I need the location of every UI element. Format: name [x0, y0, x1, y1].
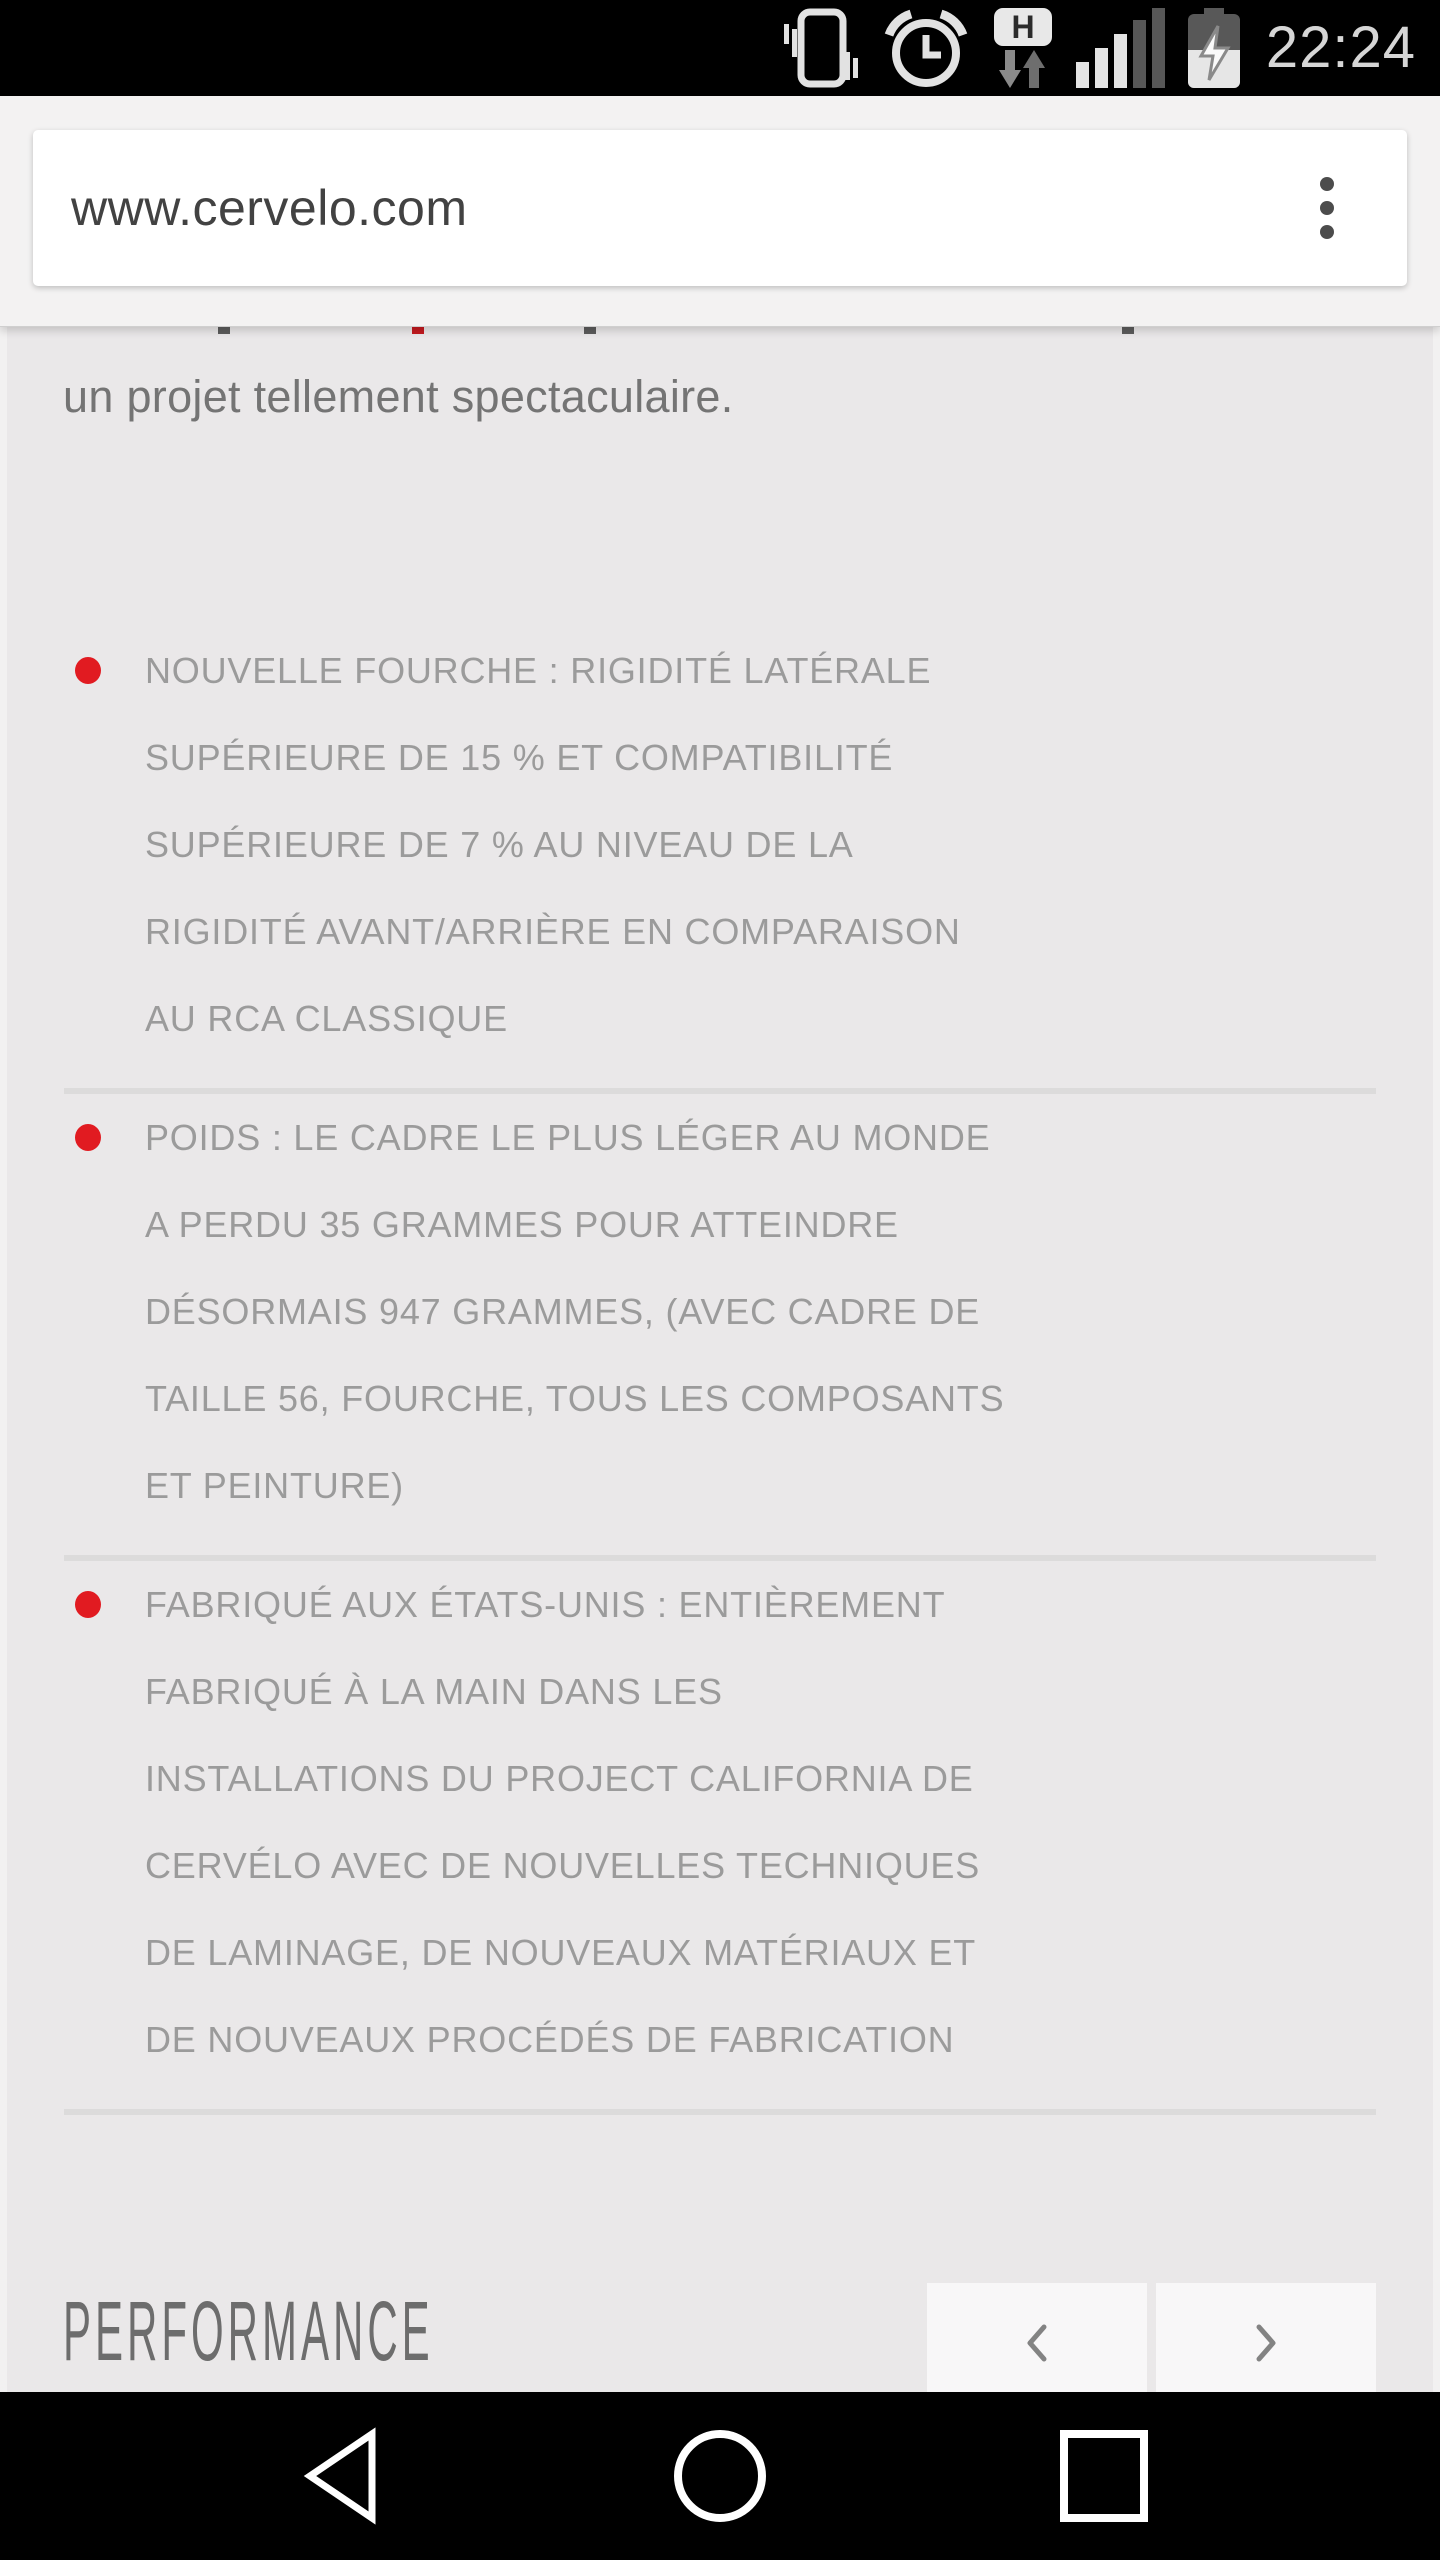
url-text[interactable]: www.cervelo.com	[71, 180, 468, 236]
carousel-prev-button[interactable]	[927, 2283, 1147, 2392]
android-nav-bar	[0, 2392, 1440, 2560]
list-item-line: RIGIDITÉ AVANT/ARRIÈRE EN COMPARAISON	[145, 911, 961, 952]
clipped-text-row	[0, 327, 1440, 335]
list-item-line: A PERDU 35 GRAMMES POUR ATTEINDRE	[145, 1204, 899, 1245]
list-item	[145, 1094, 1245, 1529]
list-item-line: POIDS : LE CADRE LE PLUS LÉGER AU MONDE	[145, 1117, 991, 1158]
list-item-line: SUPÉRIEURE DE 15 % ET COMPATIBILITÉ	[145, 737, 894, 778]
clipped-text-fragment	[412, 327, 424, 334]
status-bar	[0, 0, 1440, 96]
list-item-line: NOUVELLE FOURCHE : RIGIDITÉ LATÉRALE	[145, 650, 932, 691]
carousel-controls	[927, 2283, 1376, 2392]
chevron-right-icon	[1253, 2308, 1279, 2367]
list-item-line: AU RCA CLASSIQUE	[145, 998, 508, 1039]
list-item-line: ET PEINTURE)	[145, 1465, 404, 1506]
status-time: 22:24	[1265, 15, 1416, 80]
list-item-line: FABRIQUÉ AUX ÉTATS-UNIS : ENTIÈREMENT	[145, 1584, 946, 1625]
page-edge-right	[1433, 327, 1440, 2392]
url-bar[interactable]	[33, 130, 1407, 286]
list-item-line: CERVÉLO AVEC DE NOUVELLES TECHNIQUES	[145, 1845, 981, 1886]
battery-charging-icon	[1188, 8, 1240, 88]
recents-icon[interactable]	[1056, 2427, 1152, 2525]
home-icon[interactable]	[672, 2427, 768, 2525]
clipped-text-fragment	[584, 327, 596, 334]
section-heading: PERFORMANCE	[63, 2284, 434, 2378]
intro-text: un projet tellement spectaculaire.	[63, 371, 734, 422]
browser-toolbar	[0, 96, 1440, 327]
list-item-line: INSTALLATIONS DU PROJECT CALIFORNIA DE	[145, 1758, 974, 1799]
bullet-dot-icon	[75, 1124, 101, 1151]
chevron-left-icon	[1024, 2308, 1050, 2367]
list-item	[145, 1561, 1245, 2083]
hspa-data-icon	[992, 8, 1054, 88]
page-content	[0, 327, 1440, 2392]
list-item-line: DÉSORMAIS 947 GRAMMES, (AVEC CADRE DE	[145, 1291, 981, 1332]
list-item-line: FABRIQUÉ À LA MAIN DANS LES	[145, 1671, 723, 1712]
signal-strength-icon	[1076, 8, 1166, 88]
clipped-text-fragment	[1122, 327, 1134, 334]
clipped-text-fragment	[218, 327, 230, 334]
feature-list	[0, 627, 1440, 2115]
page-edge-left	[0, 327, 7, 2392]
list-item-line: SUPÉRIEURE DE 7 % AU NIVEAU DE LA	[145, 824, 854, 865]
bullet-dot-icon	[75, 1591, 101, 1618]
list-item-line: DE NOUVEAUX PROCÉDÉS DE FABRICATION	[145, 2019, 955, 2060]
list-item-line: DE LAMINAGE, DE NOUVEAUX MATÉRIAUX ET	[145, 1932, 977, 1973]
svg-text:H: H	[1011, 9, 1035, 45]
list-item-line: TAILLE 56, FOURCHE, TOUS LES COMPOSANTS	[145, 1378, 1005, 1419]
back-icon[interactable]	[293, 2427, 389, 2525]
list-item	[145, 627, 1245, 1062]
alarm-icon	[882, 7, 970, 89]
divider	[64, 2109, 1376, 2115]
bullet-dot-icon	[75, 657, 101, 684]
carousel-next-button[interactable]	[1156, 2283, 1376, 2392]
overflow-menu-icon[interactable]	[1297, 148, 1357, 268]
vibrate-icon	[782, 8, 860, 88]
